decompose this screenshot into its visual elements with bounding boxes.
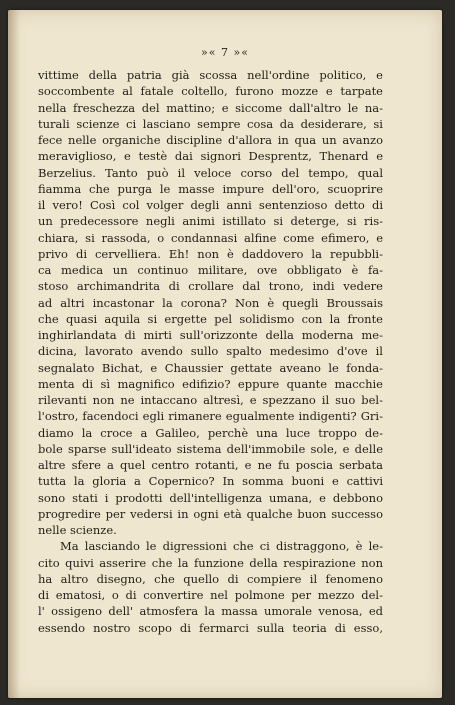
text-line: turali scienze ci lasciano sempre cosa da desiderare, si bbox=[38, 116, 383, 131]
text-line: ca medica un continuo militare, ove obbligato è fa- bbox=[38, 263, 383, 277]
text-line: inghirlandata di mirti sull'orizzonte della moderna me- bbox=[38, 328, 383, 342]
text-line: nelle scienze. bbox=[38, 523, 117, 537]
text-line: nella freschezza del mattino; e siccome dall'altro le na- bbox=[38, 100, 383, 115]
text-line: che quasi aquila si ergette pel solidismo con la fronte bbox=[38, 311, 383, 326]
text-line: rilevanti non ne intaccano altresì, e spezzano il suo bel- bbox=[38, 393, 383, 407]
text-line: fece nelle organiche discipline d'allora in qua un avanzo bbox=[38, 133, 383, 147]
text-line: vittime della patria già scossa nell'ordine politico, e bbox=[38, 68, 383, 82]
text-line: Berzelius. Tanto può il veloce corso del tempo, qual bbox=[38, 165, 383, 180]
text-line: privo di cervelliera. Eh! non è daddovero la repubbli- bbox=[38, 246, 383, 261]
text-line: diamo la croce a Galileo, perchè una luce troppo de- bbox=[38, 425, 383, 440]
text-line: meraviglioso, e testè dai signori Desprentz, Thenard e bbox=[38, 149, 383, 164]
text-line: un predecessore negli animi istillato si deterge, si ris- bbox=[38, 214, 383, 229]
text-line: l' ossigeno dell' atmosfera la massa umorale venosa, ed bbox=[38, 604, 383, 619]
body-text bbox=[38, 67, 383, 636]
text-line: progredire per vedersi in ogni età qualche buon successo bbox=[38, 506, 383, 521]
text-line: chiara, si rassoda, o condannasi alfine come efimero, e bbox=[38, 230, 383, 245]
text-line: il vero! Così col volger degli anni sentenzioso detto di bbox=[38, 198, 383, 212]
text-line: essendo nostro scopo di fermarci sulla teoria di esso, bbox=[38, 620, 383, 635]
text-line: dicina, lavorato avendo sullo spalto medesimo d'ove il bbox=[38, 344, 383, 359]
text-line: Ma lasciando le digressioni che ci distraggono, è le- bbox=[60, 539, 383, 554]
text-line: l'ostro, facendoci egli rimanere egualmente indigenti? Gri- bbox=[38, 409, 383, 424]
text-line: fiamma che purga le masse impure dell'oro, scuoprire bbox=[38, 181, 383, 196]
text-line: bole sparse sull'ideato sistema dell'immobile sole, e delle bbox=[38, 441, 383, 456]
text-line: tutta la gloria a Copernico? In somma buoni e cattivi bbox=[38, 474, 383, 489]
text-line: ha altro disegno, che quello di compiere il fenomeno bbox=[38, 571, 383, 586]
text-line: altre sfere a quel centro rotanti, e ne fu poscia serbata bbox=[38, 458, 383, 472]
text-line: menta di sì magnifico edifizio? eppure quante macchie bbox=[38, 376, 383, 391]
text-line: sono stati i prodotti dell'intelligenza umana, e debbono bbox=[38, 490, 383, 505]
page-number: »« 7 »« bbox=[201, 46, 249, 59]
text-line: cito quivi asserire che la funzione della respirazione non bbox=[38, 555, 383, 570]
text-line: soccombente al fatale coltello, furono mozze e tarpate bbox=[38, 84, 383, 99]
book-page bbox=[8, 10, 442, 698]
text-line: stoso archimandrita di crollare dal trono, indi vedere bbox=[38, 279, 383, 294]
text-line: segnalato Bichat, e Chaussier gettate aveano le fonda- bbox=[38, 360, 383, 375]
text-line: di ematosi, o di convertire nel polmone per mezzo del- bbox=[38, 588, 383, 602]
text-line: ad altri incastonar la corona? Non è quegli Broussais bbox=[38, 295, 383, 310]
